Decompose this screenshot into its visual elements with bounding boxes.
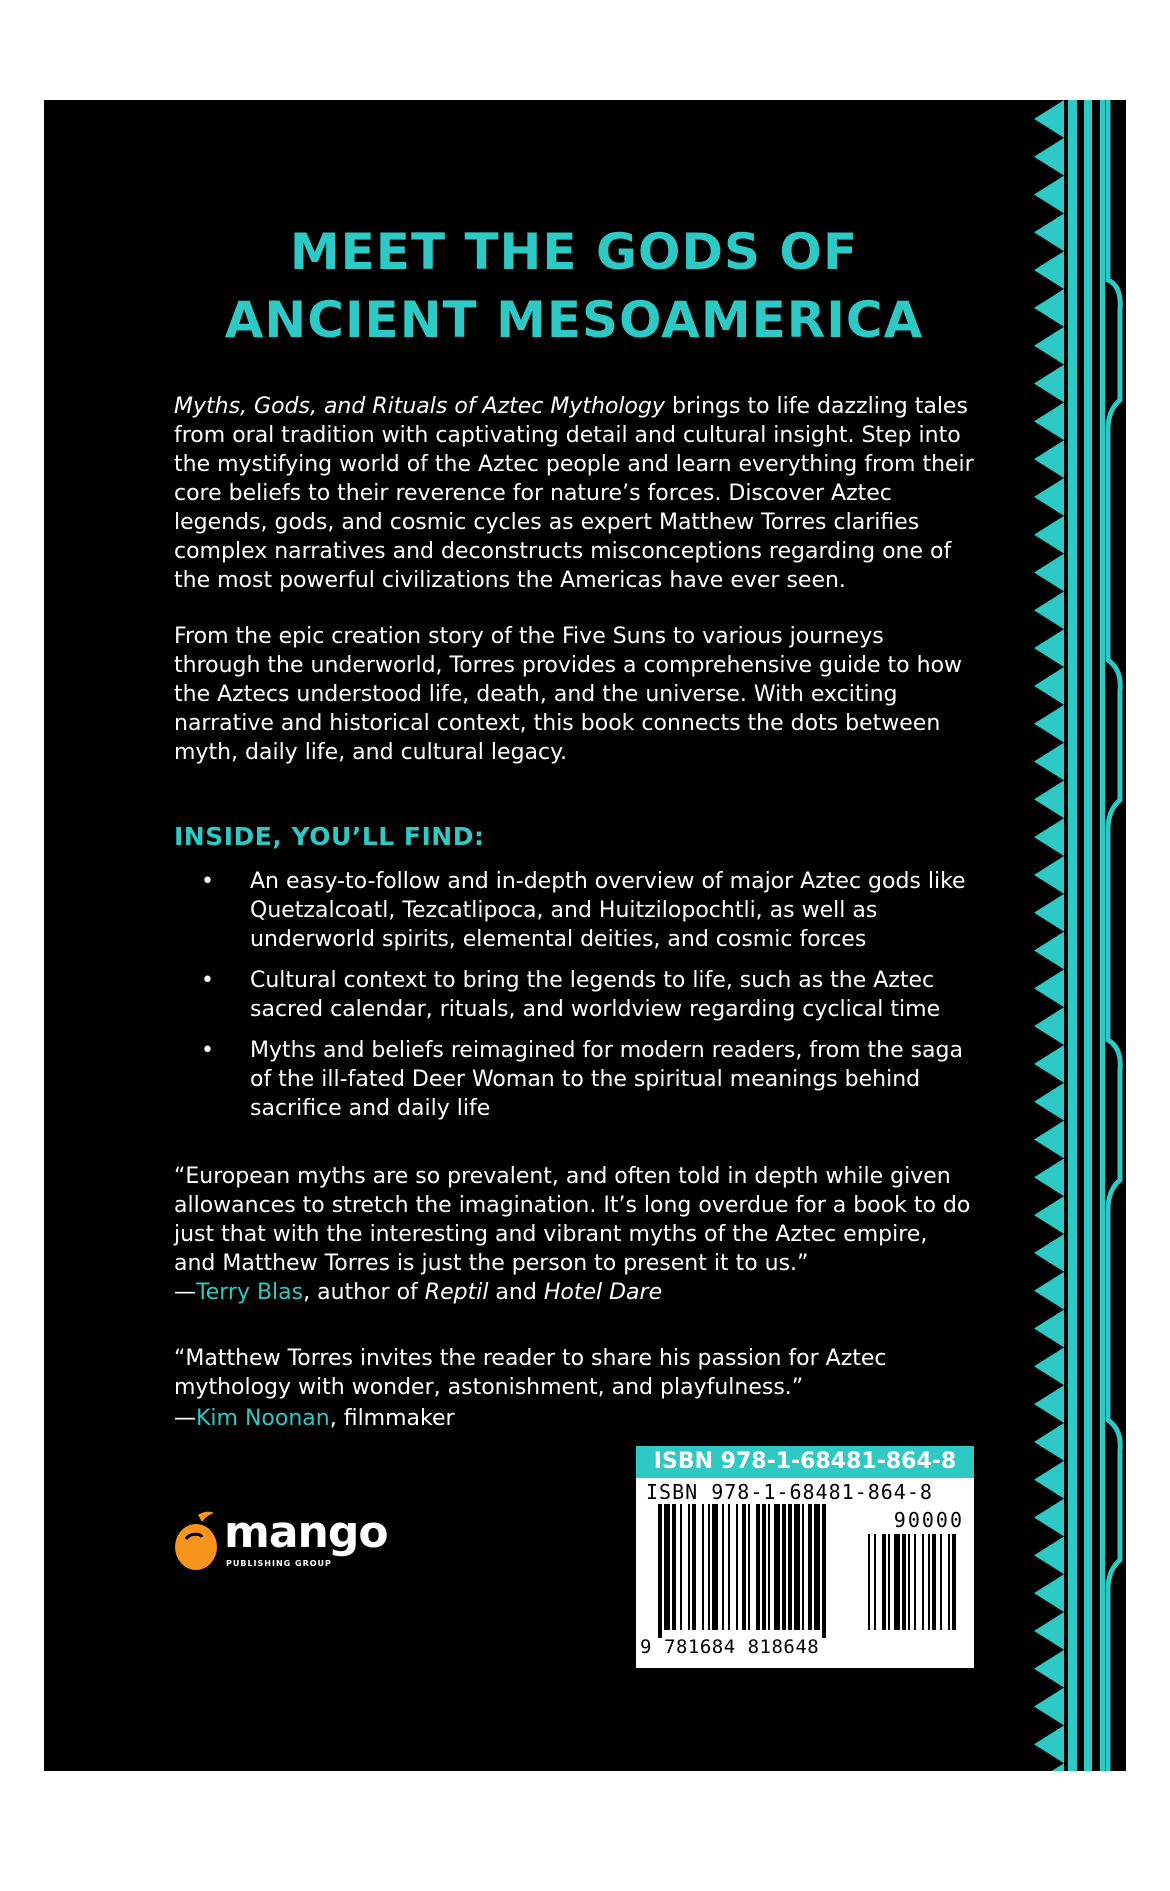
barcode-addon-bar xyxy=(902,1534,906,1630)
barcode-addon-bar xyxy=(882,1534,886,1630)
barcode-bar xyxy=(814,1504,820,1630)
barcode-addon-bar xyxy=(868,1534,870,1630)
barcode-bar xyxy=(822,1504,826,1638)
isbn-block xyxy=(636,1446,974,1668)
quote-2-attribution: —Kim Noonan, filmmaker xyxy=(174,1406,455,1431)
quote-1-author: Terry Blas xyxy=(196,1280,304,1305)
barcode-bar xyxy=(742,1504,746,1630)
barcode-bar xyxy=(680,1504,682,1630)
barcode-addon-bar xyxy=(874,1534,876,1630)
book-back-cover xyxy=(44,100,1126,1771)
headline-line-1: MEET THE GODS OF xyxy=(289,223,859,281)
barcode-bar xyxy=(658,1504,662,1638)
intro-text: brings to life dazzling tales from oral tradition with captivating detail and cultural insight. Step into the mystifying world of the Aztec people and learn everything from their core beliefs to their reverence for nature’s forces. Discover Aztec legends, gods, and cosmic cycles as expert Matthew Torres clarifies complex narratives and deconstructs misconceptions regarding one of the most powerful civilizations the Americas have ever seen. xyxy=(174,394,974,593)
barcode-bar xyxy=(794,1504,800,1630)
barcode-addon-bar xyxy=(948,1534,950,1630)
barcode-bar xyxy=(756,1504,760,1630)
barcode-isbn-text: ISBN 978-1-68481-864-8 xyxy=(646,1480,933,1504)
bullet-glyph: • xyxy=(201,869,214,894)
barcode-bar xyxy=(736,1504,738,1630)
barcode-bar xyxy=(762,1504,766,1630)
barcode-bar xyxy=(664,1504,670,1630)
bullet-glyph: • xyxy=(201,968,214,993)
barcode-price-code: 90000 xyxy=(893,1508,964,1532)
publisher-name: mango xyxy=(224,1507,388,1558)
barcode-bar xyxy=(722,1504,724,1630)
barcode-bar xyxy=(692,1504,696,1630)
headline-line-2: ANCIENT MESOAMERICA xyxy=(224,291,924,349)
isbn-label: ISBN 978-1-68481-864-8 xyxy=(636,1446,974,1478)
quote-2-author: Kim Noonan xyxy=(196,1406,330,1431)
barcode-addon-bar xyxy=(940,1534,942,1630)
barcode-bar xyxy=(768,1504,770,1630)
publisher-logo xyxy=(172,1507,388,1579)
barcode-bar xyxy=(802,1504,804,1630)
list-item: • Cultural context to bring the legends to life, such as the Aztec sacred calendar, rituals, and worldview regarding cyclical time xyxy=(201,968,941,1022)
barcode xyxy=(636,1478,974,1668)
list-item: • An easy-to-follow and in-depth overview of major Aztec gods like Quetzalcoatl, Tezcatlipoca, and Huitzilopochtli, as well as underworld spirits, elemental deities, and cosmic forces xyxy=(201,869,966,952)
barcode-addon-bar xyxy=(894,1534,900,1630)
barcode-addon-bar xyxy=(922,1534,924,1630)
second-paragraph: From the epic creation story of the Five Suns to various journeys through the underworld, Torres provides a comprehensive guide to how the Aztecs understood life, death, and the universe. With exciting narrative and historical context, this book connects the dots between myth, daily life, and cultural legacy. xyxy=(174,624,963,765)
inside-list xyxy=(174,867,974,1135)
inside-heading: INSIDE, YOU’LL FIND: xyxy=(174,822,485,851)
quote-1: “European myths are so prevalent, and often told in depth while given allowances to stretch the imagination. It’s long overdue for a book to do just that with the interesting and vibrant myths of the Aztec empire, and Matthew Torres is just the person to present it to us.” xyxy=(174,1164,971,1276)
bullet-glyph: • xyxy=(201,1038,214,1063)
barcode-bar xyxy=(728,1504,730,1630)
barcode-bar xyxy=(748,1504,750,1630)
barcode-bar xyxy=(688,1504,690,1630)
book-title-italic: Myths, Gods, and Rituals of Aztec Mythology xyxy=(174,394,665,419)
barcode-lead-digit: 9 xyxy=(640,1636,652,1658)
headline xyxy=(44,218,1104,354)
barcode-bar xyxy=(672,1504,676,1630)
barcode-bar xyxy=(808,1504,812,1630)
barcode-bar xyxy=(788,1504,792,1630)
list-item: • Myths and beliefs reimagined for modern readers, from the saga of the ill-fated Deer Woman to the spiritual meanings behind sacrifice and daily life xyxy=(201,1038,963,1121)
quote-1-attribution: —Terry Blas, author of Reptil and Hotel Dare xyxy=(174,1280,663,1305)
barcode-addon-bar xyxy=(932,1534,936,1630)
quote-2: “Matthew Torres invites the reader to share his passion for Aztec mythology with wonder, astonishment, and playfulness.” xyxy=(174,1346,887,1400)
barcode-addon-bar xyxy=(888,1534,890,1630)
mango-fruit-icon xyxy=(172,1509,224,1573)
barcode-addon-bar xyxy=(952,1534,956,1630)
barcode-bar xyxy=(782,1504,786,1630)
barcode-addon-bar xyxy=(914,1534,916,1630)
barcode-bar xyxy=(774,1504,780,1630)
barcode-digits: 781684 818648 xyxy=(664,1636,820,1658)
barcode-addon-bar xyxy=(928,1534,930,1630)
barcode-addon-bar xyxy=(908,1534,910,1630)
intro-paragraph xyxy=(174,392,974,595)
barcode-bar xyxy=(712,1504,718,1630)
publisher-subtitle: PUBLISHING GROUP xyxy=(226,1559,332,1568)
barcode-bar xyxy=(708,1504,710,1630)
barcode-bar xyxy=(702,1504,704,1630)
